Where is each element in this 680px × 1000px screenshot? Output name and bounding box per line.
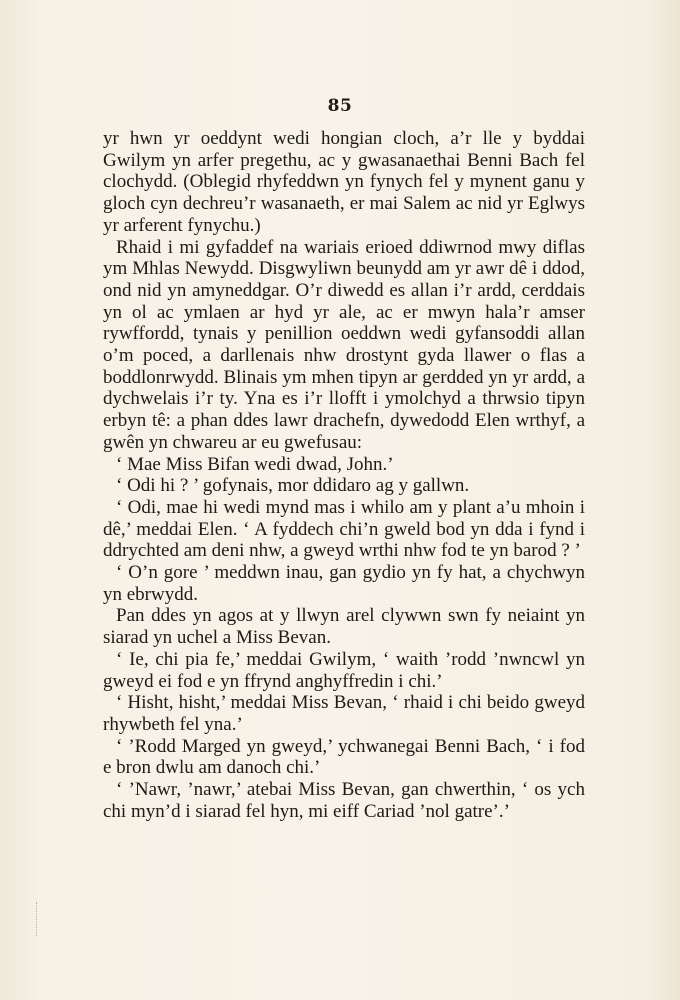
dialogue-line: ‘ Ie, chi pia fe,’ meddai Gwilym, ‘ waith ’rodd ’nwncwl yn gweyd ei fod e yn ffrynd anghyffredin i chi.’ (103, 648, 585, 692)
dialogue-line: ‘ Hisht, hisht,’ meddai Miss Bevan, ‘ rhaid i chi beido gweyd rhywbeth fel yna.’ (103, 692, 585, 735)
dialogue-line: ‘ O’n gore ’ meddwn inau, gan gydio yn fy hat, a chychwyn yn ebrwydd. (103, 562, 585, 605)
margin-pencil-mark (36, 902, 45, 936)
paragraph: Rhaid i mi gyfaddef na wariais erioed ddiwrnod mwy diflas ym Mhlas Newydd. Disgwyliwn beunydd am yr awr dê i ddod, ond nid yn amyneddgar. O’r diwedd es allan i’r ardd, cerddais yn ol ac ymlaen ar hyd yr ale, ac er mwyn hala’r amser rywffordd, tynais y penillion oeddwn wedi gyfansoddi allan o’m poced, a darllenais nhw drostynt gyda llawer o flas a boddlonrwydd. Blinais ym mhen tipyn ar gerdded yn yr ardd, a dychwelais i’r ty. Yna es i’r llofft i ymolchyd a thrwsio tipyn erbyn tê: a phan ddes lawr drachefn, dywedodd Elen wrthyf, a gwên yn chwareu ar eu gwefusau: (103, 236, 585, 453)
page-number: 85 (327, 96, 353, 116)
dialogue-line: ‘ Odi hi ? ’ gofynais, mor ddidaro ag y gallwn. (116, 475, 470, 497)
dialogue-line: ‘ ’Nawr, ’nawr,’ atebai Miss Bevan, gan chwerthin, ‘ os ych chi myn’d i siarad fel hyn, mi eiff Cariad ’nol gatre’.’ (103, 779, 585, 822)
paragraph-continuation: yr hwn yr oeddynt wedi hongian cloch, a’r lle y byddai Gwilym yn arfer pregethu, ac y gwasanaethai Benni Bach fel clochydd. (Oblegid rhyfeddwn yn fynych fel y mynent ganu y gloch cyn dechreu’r wasanaeth, er mai Salem ac nid yr Eglwys yr arferent fynychu.) (103, 128, 585, 236)
dialogue-line: ‘ ’Rodd Marged yn gweyd,’ ychwanegai Benni Bach, ‘ i fod e bron dwlu am danoch chi.’ (103, 735, 585, 779)
dialogue-line: ‘ Mae Miss Bifan wedi dwad, John.’ (116, 453, 394, 475)
page-body-text (103, 128, 585, 823)
dialogue-line: ‘ Odi, mae hi wedi mynd mas i whilo am y plant a’u mhoin i dê,’ meddai Elen. ‘ A fyddech chi’n gweld bod yn dda i fynd i ddrychted am deni nhw, a gweyd wrthi nhw fod te yn barod ? ’ (103, 496, 585, 562)
paragraph: Pan ddes yn agos at y llwyn arel clywwn swn fy neiaint yn siarad yn uchel a Miss Bevan. (103, 605, 585, 649)
